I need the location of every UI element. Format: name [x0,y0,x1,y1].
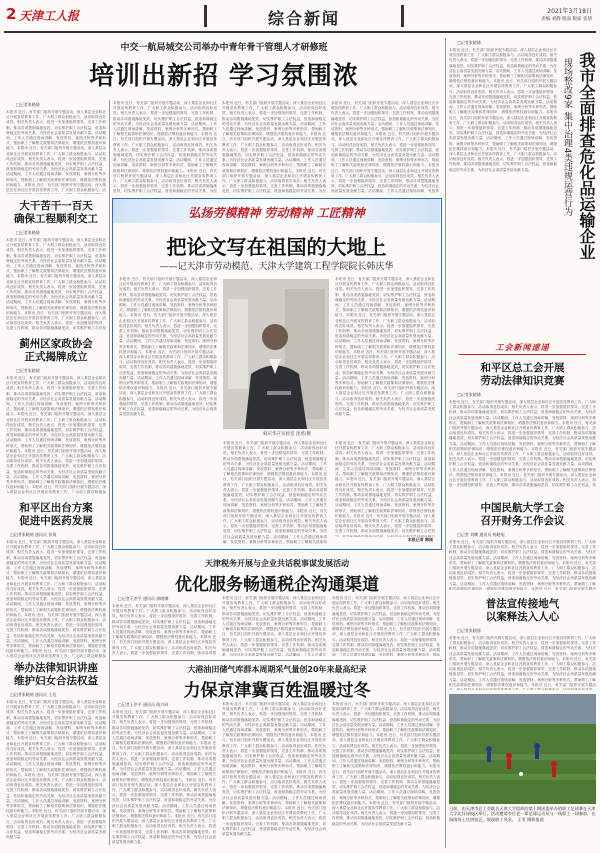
middle2-body-2 [222,702,326,846]
left3-body [6,540,106,658]
top-article [6,38,442,98]
right2-body [449,400,596,488]
right4-body [449,636,596,690]
middle1-kicker: 天津税务开展与企业共话税事谋发展活动 [205,559,349,568]
left1-byline: □记者张晓倩 [16,230,40,235]
right1-subhead: 现场整改9家 集中治理4类违规运营行为 [562,58,572,217]
middle2-body-1 [112,710,216,846]
middle2-kicker: 大港油田储气库群本周期采气量创20年来最高纪录 [187,665,367,674]
right2-byline: □记者张晓倩 [457,392,481,397]
right1-byline: □记者张晓倩 [457,40,481,45]
feature-byline: 本报记者 韩刚 [407,537,433,542]
feature-body-3 [223,441,327,545]
left1-headline: 大干苦干一百天 确保工程顺利交工 [14,200,98,225]
right-photo-caption: 日前，由天津市总工会联合天津大学组织的第十期团委举办的职工足球赛在天津大学北洋园校区举行。活动邀请多位老一辈足球运动员与一线职工一同参加，在绿茵场上比拼技艺，展现职工风采。 王菲 摄影报道 [449,806,596,822]
right-photo [449,694,596,804]
left3-byline: □记者张晓倩 通讯员 张娟 [10,532,57,537]
top-body-3 [222,101,326,195]
feature-body-2 [335,277,435,437]
left3-headline: 和平区出台方案 促进中医药发展 [19,502,93,527]
feature-body-1 [119,277,217,545]
top-body-4 [331,101,439,195]
paper-name: 天津工人报 [19,9,80,23]
left4-byline: □记者张晓倩 通讯员 王洁 [10,692,57,697]
right3-headline: 中国民航大学工会 召开财务工作会议 [480,502,565,527]
left2-body [6,376,106,496]
right3-body [449,540,596,590]
middle1-article [112,556,442,656]
feature-banner: 弘扬劳模精神 劳动精神 工匠精神 [188,206,365,220]
feature-photo [223,279,329,429]
right1-body [449,48,557,330]
right4-byline: □记者张晓倩 [457,628,481,633]
page-number: 2 [6,5,17,23]
middle1-byline: □记者王洪平 通讯员 郭晓娜 [118,596,169,601]
feature-headline: 把论文写在祖国的大地上 [166,235,387,259]
column-divider [109,100,110,845]
label-underline [459,354,586,355]
left4-headline: 举办法律知识讲座 维护妇女合法权益 [14,662,98,687]
labor-column-label: 工会新闻速递 [495,343,550,352]
football-photo [449,694,596,804]
portrait-photo [223,279,329,429]
left1-body [6,238,106,332]
right2-article [449,360,596,494]
left-column [6,100,106,848]
feature-subhead: ——记天津市劳动模范、天津大学建筑工程学院院长韩庆华 [159,262,394,272]
right2-headline: 和平区总工会开展 劳动法律知识竞赛 [480,362,565,387]
top-body-2 [113,101,217,195]
right-divider [445,38,446,848]
right4-article [449,596,596,690]
header-rule [4,31,596,33]
top-kicker: 中交一航局城交公司举办中青年骨干管理人才研修班 [120,43,328,53]
left2-byline: □记者张晓倩 [16,368,40,373]
masthead [4,3,596,35]
middle2-headline: 力保京津冀百姓温暖过冬 [183,681,371,701]
right1-article [449,38,596,338]
middle1-headline: 优化服务畅通税企沟通渠道 [175,575,379,595]
editors-line: 责编 刘静 版面 版面 张倩 [541,17,592,22]
right4-headline: 普法宣传接地气 以案释法入人心 [485,598,560,623]
right1-headline: 我市全面排查危化品运输企业 [577,52,596,260]
section-title: 综合新闻 [267,9,340,28]
middle2-body-3 [332,702,440,846]
labor-column-label-box [449,342,596,356]
feature-body-4 [335,441,435,537]
divider-middle [112,660,442,661]
issue-date: 2021年3月18日 [547,8,592,15]
middle1-body-2 [222,596,326,656]
middle2-byline: □记者王洪平 通讯员 陈兴同 [118,702,169,707]
top-body-left [6,110,106,194]
feature-box [112,198,442,550]
right3-byline: □记者 刘鹏 通讯员 杨晓旭 [457,532,505,537]
photo-caption: 韩庆华在实验室 沈慈/摄 [263,432,311,437]
top-byline: □记者张晓倩 [16,102,40,107]
right3-article [449,500,596,592]
middle1-body-1 [112,604,216,656]
top-headline: 培训出新招 学习氛围浓 [89,61,359,90]
middle1-body-3 [332,596,440,656]
left4-body [6,700,106,846]
left2-headline: 蓟州区家政协会 正式揭牌成立 [19,338,93,363]
